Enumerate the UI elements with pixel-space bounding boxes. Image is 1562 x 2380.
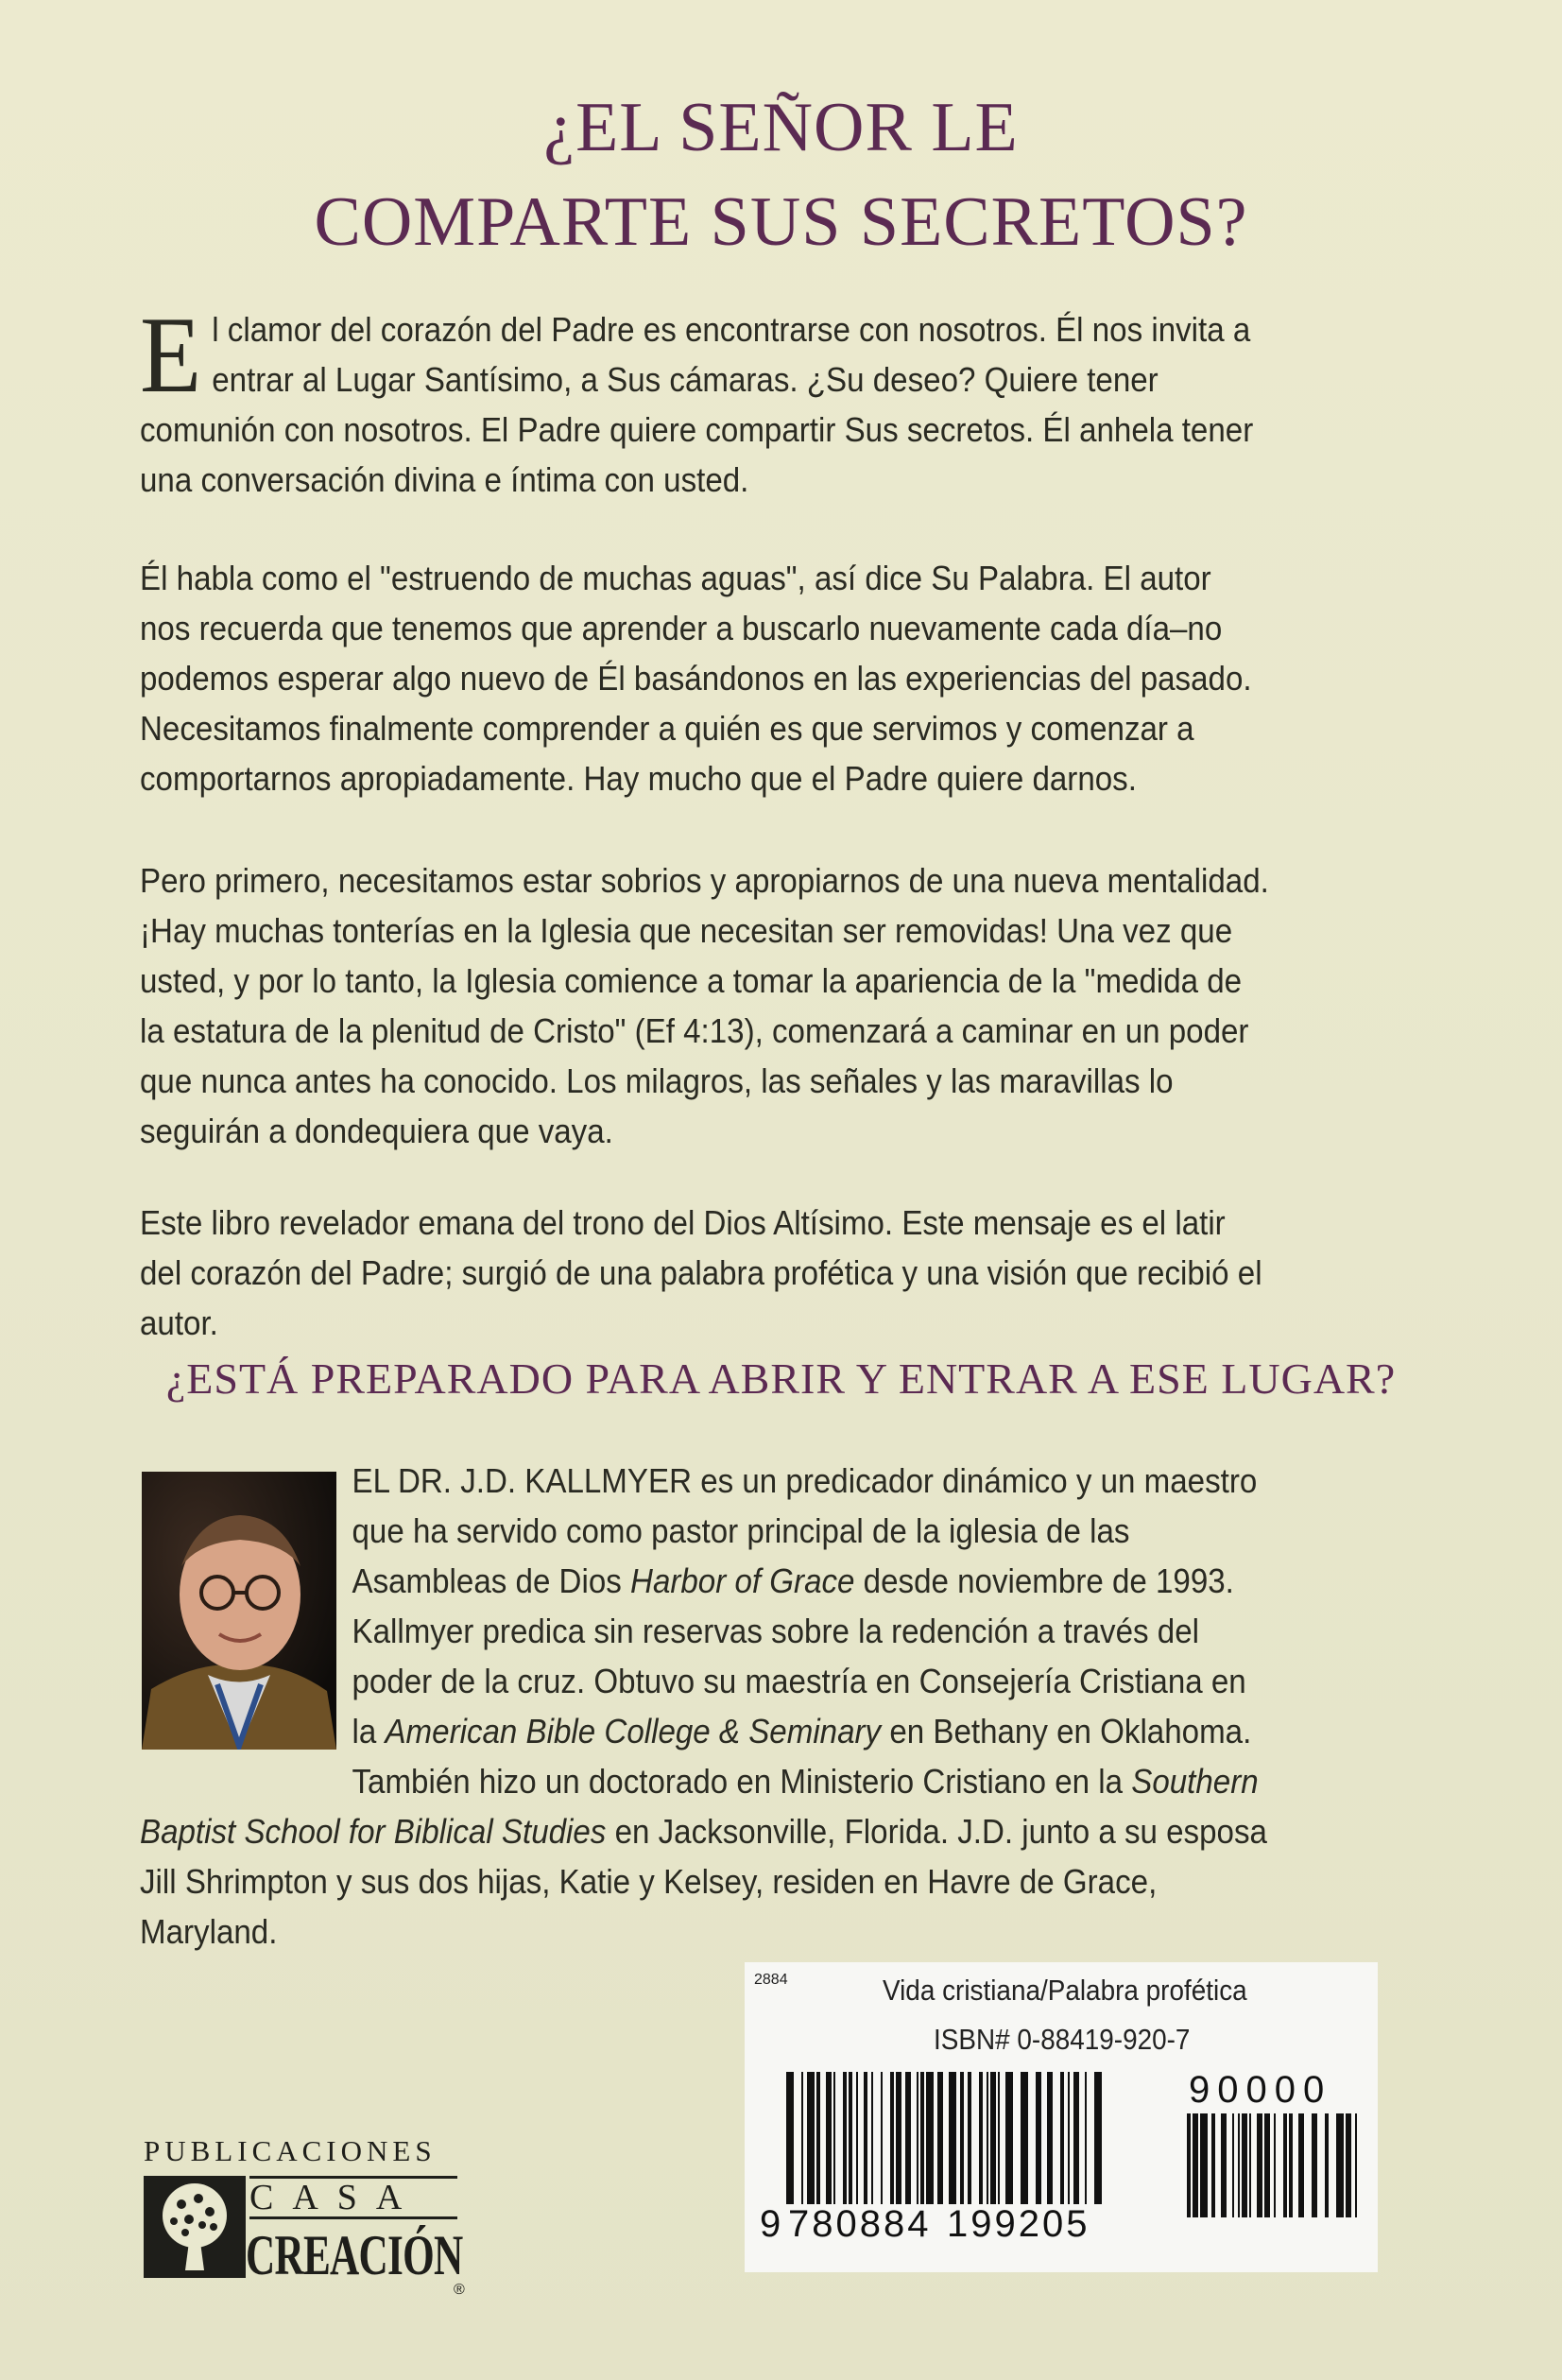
bio-text-1: EL DR. J.D. KALLMYER es un predicador dinámico y un maestro que ha servido como pastor principal de la iglesia de las Asambleas de Dios xyxy=(352,1461,1258,1600)
barcode-bar xyxy=(1336,2113,1344,2217)
barcode-bar xyxy=(1036,2072,1041,2204)
barcode-bar xyxy=(1325,2113,1329,2217)
title-line-1: ¿EL SEÑOR LE xyxy=(543,89,1019,166)
barcode-bar xyxy=(871,2072,873,2204)
barcode-bar xyxy=(937,2072,943,2204)
barcode-bar xyxy=(1068,2072,1070,2204)
barcode-bar xyxy=(960,2072,964,2204)
barcode-bar xyxy=(1060,2072,1064,2204)
barcode-bar xyxy=(1200,2113,1208,2217)
drop-cap: E xyxy=(140,295,202,416)
subheading: ¿ESTÁ PREPARADO PARA ABRIR Y ENTRAR A ESE LUGAR? xyxy=(165,1354,1397,1403)
barcode-bar xyxy=(1085,2072,1087,2204)
barcode-bar xyxy=(1073,2072,1079,2204)
barcode-bar xyxy=(926,2072,934,2204)
barcode-bar xyxy=(816,2072,820,2204)
barcode-bar xyxy=(849,2072,852,2204)
bio-italic-school: Southern Baptist School for Biblical Studies xyxy=(140,1762,1259,1851)
publisher-top-text: PUBLICACIONES xyxy=(144,2134,437,2167)
bio-text-3: en Bethany en Oklahoma. También hizo un doctorado en Ministerio Cristiano en la xyxy=(352,1712,1252,1801)
barcode-bar xyxy=(1312,2113,1317,2217)
paragraph-1 xyxy=(140,295,1270,505)
barcode-bar xyxy=(856,2072,858,2204)
barcode-graphic xyxy=(745,1962,1378,2272)
barcode-bar xyxy=(833,2072,835,2204)
barcode-bar xyxy=(1211,2113,1215,2217)
barcode-bar xyxy=(1005,2072,1013,2204)
barcode-bar xyxy=(987,2072,988,2204)
isbn-label: ISBN# 0-88419-920-7 xyxy=(934,2023,1191,2056)
barcode-bar xyxy=(1232,2113,1234,2217)
publisher-casa: CASA xyxy=(249,2176,457,2219)
barcode-bar xyxy=(807,2072,815,2204)
barcode-bar xyxy=(1257,2113,1262,2217)
barcode-bar xyxy=(990,2072,996,2204)
publisher-mark xyxy=(144,2176,474,2327)
ean-lead-digit: 9 xyxy=(760,2203,781,2245)
barcode-bars xyxy=(786,2072,1102,2204)
barcode-bar xyxy=(979,2072,983,2204)
tree-icon xyxy=(144,2176,246,2278)
registered-mark: ® xyxy=(454,2282,465,2298)
cover-title xyxy=(0,80,1562,269)
barcode-bar xyxy=(968,2072,971,2204)
barcode-bar xyxy=(920,2072,924,2204)
barcode-bar xyxy=(881,2072,883,2204)
barcode-bar xyxy=(1283,2113,1287,2217)
addon-digits: 90000 xyxy=(1189,2069,1332,2111)
barcode-bar xyxy=(1242,2113,1247,2217)
ean-left-digits: 780884 xyxy=(788,2203,932,2245)
ean-right-digits: 199205 xyxy=(947,2203,1090,2245)
barcode-bar xyxy=(1021,2072,1028,2204)
barcode-bar xyxy=(1238,2113,1240,2217)
paragraph-4: Este libro revelador emana del trono del Dios Altísimo. Este mensaje es el latir del corazón del Padre; surgió de una palabra profética y una visión que recibió el autor. xyxy=(140,1203,1262,1342)
barcode-bar xyxy=(1221,2113,1227,2217)
barcode-bar xyxy=(917,2072,918,2204)
barcode-bar xyxy=(998,2072,1000,2204)
addon-barcode-bars xyxy=(1187,2113,1357,2217)
barcode-bar xyxy=(786,2072,794,2204)
bio-italic-church: Harbor of Grace xyxy=(630,1561,855,1600)
author-bio xyxy=(140,1456,1270,1957)
paragraph-2: Él habla como el "estruendo de muchas aguas", así dice Su Palabra. El autor nos recuerda que tenemos que aprender a buscarlo nuevamente cada día–no podemos esperar algo nuevo de Él basándonos en las experiencias del pasado. Necesitamos finalmente comprender a quién es que servimos y comenzar a comportarnos apropiadamente. Hay mucho que el Padre quiere darnos. xyxy=(140,559,1252,798)
barcode-bar xyxy=(864,2072,867,2204)
publisher-logo xyxy=(144,2134,474,2327)
bio-text-4: en Jacksonville, Florida. J.D. junto a su esposa Jill Shrimpton y sus dos hijas, Katie y Kelsey, residen en Havre de Grace, Maryland. xyxy=(140,1812,1267,1951)
book-category: Vida cristiana/Palabra profética xyxy=(883,1974,1247,2007)
barcode-bar xyxy=(1346,2113,1351,2217)
barcode-bar xyxy=(843,2072,847,2204)
product-code: 2884 xyxy=(754,1972,788,1988)
barcode-panel xyxy=(745,1962,1378,2272)
barcode-bar xyxy=(1264,2113,1270,2217)
barcode-bar xyxy=(1274,2113,1276,2217)
publisher-creacion: CREACIÓN xyxy=(246,2224,463,2286)
paragraph-1-text: l clamor del corazón del Padre es encontrarse con nosotros. Él nos invita a entrar al Lugar Santísimo, a Sus cámaras. ¿Su deseo? Quiere tener comunión con nosotros. El Padre quiere compartir Sus secretos. Él anhela tener una conversación divina e íntima con usted. xyxy=(140,310,1254,499)
paragraph-3: Pero primero, necesitamos estar sobrios y apropiarnos de una nueva mentalidad. ¡Hay muchas tonterías en la Iglesia que necesitan ser removidas! Una vez que usted, y por lo tanto, la Iglesia comience a tomar la apariencia de la "medida de la estatura de la plenitud de Cristo" (Ef 4:13), comenzará a caminar en un poder que nunca antes ha conocido. Los milagros, las señales y las maravillas lo seguirán a dondequiera que vaya. xyxy=(140,861,1269,1150)
barcode-bar xyxy=(826,2072,832,2204)
barcode-bar xyxy=(1193,2113,1198,2217)
barcode-bar xyxy=(1298,2113,1304,2217)
barcode-bar xyxy=(905,2072,911,2204)
barcode-bar xyxy=(1355,2113,1357,2217)
barcode-bar xyxy=(801,2072,803,2204)
barcode-bar xyxy=(1094,2072,1102,2204)
photo-spacer xyxy=(140,1456,352,1762)
barcode-bar xyxy=(1249,2113,1251,2217)
barcode-bar xyxy=(1047,2072,1053,2204)
barcode-bar xyxy=(949,2072,956,2204)
bio-text-2: desde noviembre de 1993. Kallmyer predica sin reservas sobre la redención a través del poder de la cruz. Obtuvo su maestría en Consejería Cristiana en la xyxy=(352,1561,1246,1751)
barcode-bar xyxy=(890,2072,894,2204)
barcode-bar xyxy=(1289,2113,1293,2217)
barcode-bar xyxy=(896,2072,901,2204)
barcode-bar xyxy=(1187,2113,1191,2217)
title-line-2: COMPARTE SUS SECRETOS? xyxy=(314,183,1248,261)
bio-italic-college: American Bible College & Seminary xyxy=(385,1712,882,1751)
